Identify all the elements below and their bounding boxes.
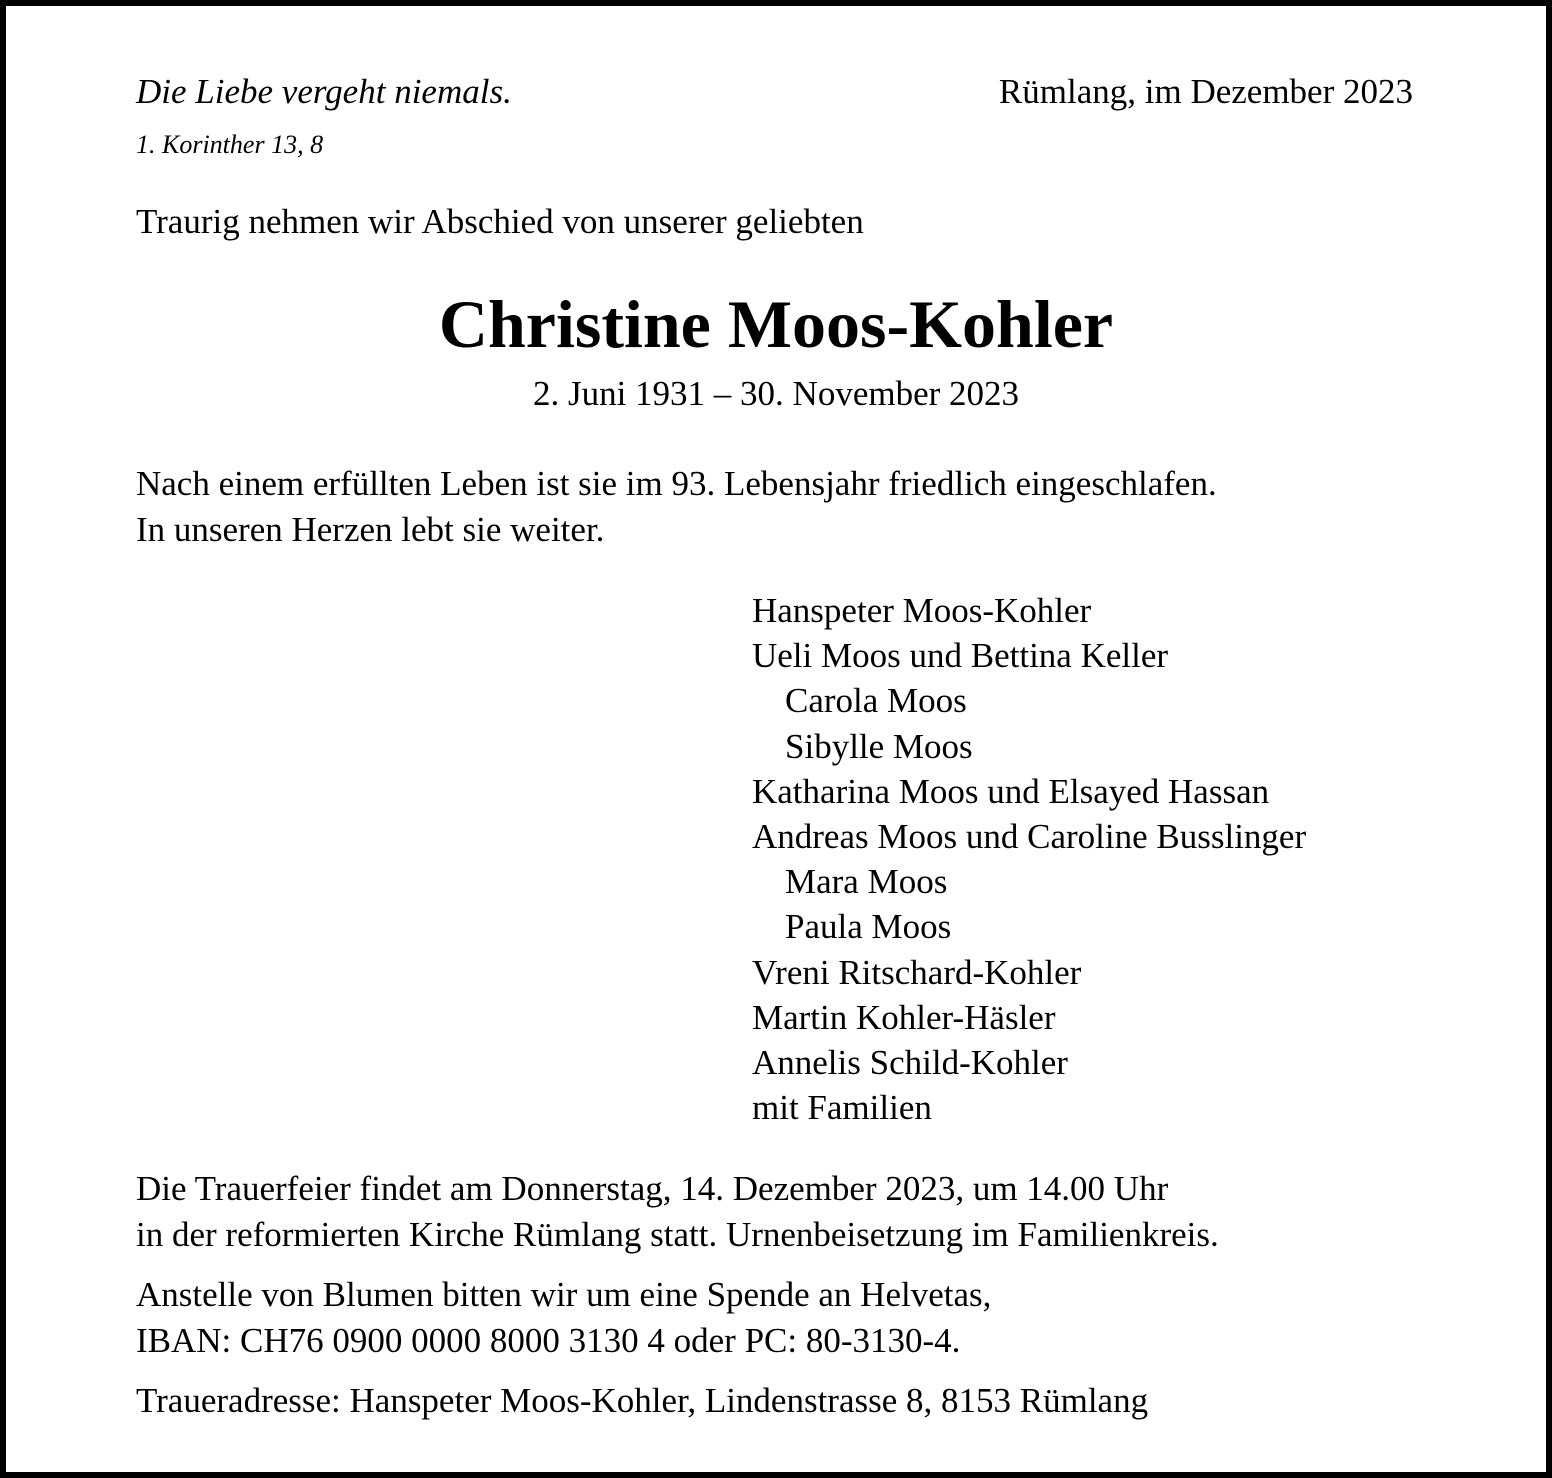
mourner-name: Annelis Schild-Kohler — [752, 1043, 1068, 1083]
mourner-name: Andreas Moos und Caroline Busslinger — [752, 817, 1307, 857]
mourner-name: mit Familien — [752, 1088, 932, 1128]
ceremony-paragraph — [136, 1166, 1219, 1258]
mourner-name: Hanspeter Moos-Kohler — [752, 591, 1092, 630]
donation-paragraph — [136, 1272, 991, 1364]
mourner-name: Sibylle Moos — [785, 726, 973, 766]
deceased-name: Christine Moos-Kohler — [438, 286, 1114, 362]
mourner-name: Paula Moos — [785, 907, 952, 947]
mourner-name: Carola Moos — [785, 681, 967, 721]
ceremony-line: in der reformierten Kirche Rümlang statt. Urnenbeisetzung im Familienkreis. — [136, 1215, 1219, 1254]
donation-line: IBAN: CH76 0900 0000 8000 3130 4 oder PC: 80-3130-4. — [136, 1321, 961, 1360]
tribute-line: Nach einem erfüllten Leben ist sie im 93. Lebensjahr friedlich eingeschlafen. — [136, 464, 1217, 503]
intro-text: Traurig nehmen wir Abschied von unserer geliebten — [136, 202, 864, 241]
address-line: Traueradresse: Hanspeter Moos-Kohler, Lindenstrasse 8, 8153 Rümlang — [136, 1381, 1149, 1420]
mourner-name: Vreni Ritschard-Kohler — [752, 952, 1082, 992]
place-date: Rümlang, im Dezember 2023 — [998, 72, 1413, 111]
mourner-name: Katharina Moos und Elsayed Hassan — [752, 771, 1270, 811]
mourner-name: Martin Kohler-Häsler — [752, 997, 1056, 1037]
mourner-name: Ueli Moos und Bettina Keller — [752, 636, 1169, 676]
mourners-list — [752, 588, 1306, 1130]
ceremony-line: Die Trauerfeier findet am Donnerstag, 14. Dezember 2023, um 14.00 Uhr — [136, 1169, 1169, 1208]
motto: Die Liebe vergeht niemals. — [136, 72, 512, 111]
donation-line: Anstelle von Blumen bitten wir um eine Spende an Helvetas, — [136, 1275, 992, 1314]
life-dates: 2. Juni 1931 – 30. November 2023 — [532, 374, 1020, 413]
verse-reference: 1. Korinther 13, 8 — [136, 130, 324, 159]
tribute-line: In unseren Herzen lebt sie weiter. — [136, 510, 605, 549]
tribute-paragraph — [136, 461, 1217, 553]
mourner-name: Mara Moos — [785, 862, 948, 902]
mourning-address — [136, 1378, 1148, 1424]
